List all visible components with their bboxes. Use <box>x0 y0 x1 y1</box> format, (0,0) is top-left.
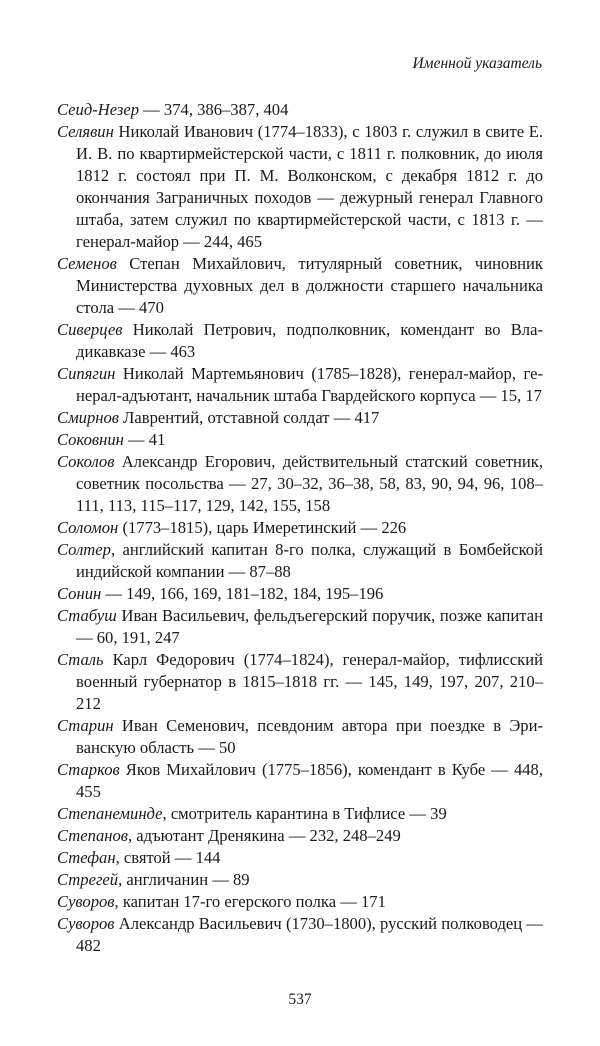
entry-name: Селявин <box>57 122 114 141</box>
index-entry <box>57 803 543 825</box>
entry-text: Николай Иванович (1774–1833), с 1803 г. служил в свите Е. И. В. по квартирмейстерской части, с 1811 г. полковник, до июля 1812 г. состоял при П. М. Волконском, с декабря 1812 г. до окончания Заграничных походов — дежурный генерал Главного штаба, затем служил по квартирмейстерской части, с 1813 г. — генерал-майор — 244, 465 <box>76 122 543 251</box>
entry-text: (1773–1815), царь Имеретинский — 226 <box>118 518 407 537</box>
index-entry <box>57 319 543 363</box>
entry-name: Степанов <box>57 826 128 845</box>
index-entry <box>57 517 543 539</box>
entry-name: Солтер <box>57 540 111 559</box>
index-entry <box>57 121 543 253</box>
entry-text: Александр Васильевич (1730–1800), русский полководец — 482 <box>76 914 543 955</box>
entry-name: Стабуш <box>57 606 117 625</box>
index-entry <box>57 847 543 869</box>
entry-text: , английский капитан 8-го полка, служащий в Бомбейской индийской компании — 87–88 <box>76 540 543 581</box>
entry-text: , смотритель карантина в Тифлисе — 39 <box>162 804 447 823</box>
index-entry <box>57 715 543 759</box>
entry-text: , капитан 17-го егерского полка — 171 <box>114 892 386 911</box>
entry-name: Старин <box>57 716 114 735</box>
entry-name: Старков <box>57 760 120 779</box>
index-entry <box>57 913 543 957</box>
entry-text: — 149, 166, 169, 181–182, 184, 195–196 <box>101 584 384 603</box>
entry-text: Николай Петрович, подполковник, комендант во Владикавказе — 463 <box>76 320 543 361</box>
entry-name: Суворов <box>57 892 115 911</box>
entry-text: , адъютант Дренякина — 232, 248–249 <box>127 826 401 845</box>
index-entry <box>57 759 543 803</box>
entry-text: , англичанин — 89 <box>118 870 250 889</box>
entry-name: Сиверцев <box>57 320 123 339</box>
index-entry <box>57 891 543 913</box>
entry-text: Яков Михайлович (1775–1856), комендант в Кубе — 448, 455 <box>76 760 543 801</box>
index-entry <box>57 429 543 451</box>
entry-name: Семенов <box>57 254 117 273</box>
entry-name: Соломон <box>57 518 119 537</box>
entry-name: Соколов <box>57 452 115 471</box>
entry-name: Степанеминде <box>57 804 163 823</box>
entry-name: Соковнин <box>57 430 124 449</box>
name-index-list <box>57 99 543 957</box>
entry-name: Стефан <box>57 848 116 867</box>
entry-text: Степан Михайлович, титулярный советник, чиновник Министерства духовных дел в должности старшего начальника стола — 470 <box>76 254 543 317</box>
index-entry <box>57 363 543 407</box>
entry-text: Иван Васильевич, фельдъегерский поручик, позже капитан — 60, 191, 247 <box>76 606 543 647</box>
entry-name: Сипягин <box>57 364 116 383</box>
entry-name: Суворов <box>57 914 115 933</box>
running-head: Именной указатель <box>412 55 542 72</box>
entry-text: , святой — 144 <box>115 848 221 867</box>
index-entry <box>57 649 543 715</box>
entry-text: Лаврентий, отставной солдат — 417 <box>118 408 380 427</box>
page-number: 537 <box>288 991 312 1008</box>
index-entry <box>57 407 543 429</box>
entry-text: Николай Мартемьянович (1785–1828), генерал-майор, генерал-адъютант, начальник штаба Гвардейского корпуса — 15, 17 <box>76 364 543 405</box>
index-entry <box>57 583 543 605</box>
entry-name: Сонин <box>57 584 102 603</box>
index-entry <box>57 99 543 121</box>
entry-name: Сталь <box>57 650 104 669</box>
index-entry <box>57 605 543 649</box>
index-entry <box>57 869 543 891</box>
entry-text: — 41 <box>123 430 166 449</box>
index-entry <box>57 253 543 319</box>
entry-name: Смирнов <box>57 408 119 427</box>
entry-name: Стрегей <box>57 870 119 889</box>
index-entry <box>57 825 543 847</box>
entry-text: Иван Семенович, псевдоним автора при поездке в Эриванскую область — 50 <box>76 716 543 757</box>
entry-text: Карл Федорович (1774–1824), генерал-майор, тифлисский военный губернатор в 1815–1818 гг. — 145, 149, 197, 207, 210–212 <box>76 650 543 713</box>
entry-text: — 374, 386–387, 404 <box>139 100 289 119</box>
entry-name: Сеид-Незер <box>57 100 140 119</box>
index-entry <box>57 539 543 583</box>
entry-text: Александр Егорович, действительный статский советник, советник посольства — 27, 30–32, 36–38, 58, 83, 90, 94, 96, 108–111, 113, 115–117, 129, 142, 155, 158 <box>76 452 543 515</box>
index-entry <box>57 451 543 517</box>
